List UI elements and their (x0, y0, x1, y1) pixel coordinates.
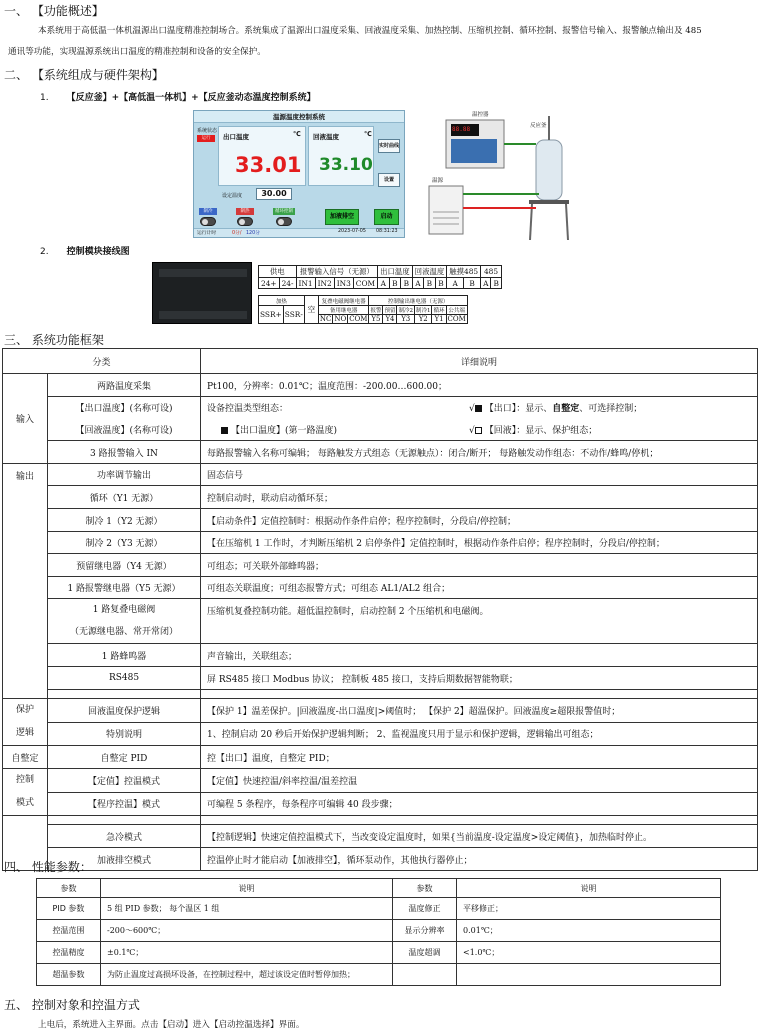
overview-line-2: 通讯等功能，实现温源系统出口温度的精准控制和设备的安全保护。 (8, 47, 266, 57)
hmi-toggle1-switch[interactable] (200, 217, 216, 226)
framework-table (2, 348, 758, 871)
wiring-out-name: 循环 (432, 306, 446, 315)
wiring-hdr-return-temp: 回液温度 (412, 266, 447, 278)
fw-row-detail: Pt100，分辨率：0.01℃；温度范围：-200.00…600.00； (201, 374, 758, 397)
wiring-pin: B (491, 278, 501, 289)
controller-screen (451, 139, 497, 163)
fw-group-type-label: 设备控温类型组态： (207, 404, 289, 415)
module-terminal-strip-bottom (159, 311, 247, 319)
fw-row-label: 特别说明 (48, 722, 201, 746)
wiring-pin: A (481, 278, 491, 289)
overview-line-1: 本系统用于高低温一体机温源出口温度精准控制场合。系统集成了温源出口温度采集、回液温度采集、加热控制、压缩机控制、循环控制、报警信号输入、报警触点输出及 485 (38, 26, 702, 36)
wiring-hdr-power: 供电 (259, 266, 297, 278)
hmi-setpoint-input[interactable]: 30.00 (256, 188, 292, 200)
section-3-title: 三、 系统功能框架 (4, 333, 104, 347)
fw-row-label: 【程序控温】模式 (48, 792, 201, 816)
section-2-title: 二、 【系统组成与硬件架构】 (4, 68, 164, 82)
wiring-relay-pin: NC (319, 315, 332, 323)
fw-spacer-detail (201, 816, 758, 825)
pf-value: 平移修正； (457, 898, 721, 920)
reactor-frame (529, 200, 569, 204)
hmi-status-bar (194, 228, 404, 237)
subsection-2-number: 2. (40, 247, 49, 257)
hmi-return-label: 回液温度 (313, 133, 339, 141)
fw-row-label: 1 路蜂鸣器 (48, 644, 201, 667)
fw-row-label: 两路温度采集 (48, 374, 201, 397)
hmi-outlet-box (218, 126, 306, 186)
hmi-timer-label: 运行计时 (197, 231, 217, 236)
fw-valve-line1: 1 路复叠电磁阀 (92, 605, 156, 615)
wiring-pin: A (412, 278, 423, 289)
fw-row-detail: 控制启动时，联动启动循环泵； (201, 486, 758, 509)
subsection-1-label: 【反应釜】+【高低温一体机】+【反应釜动态温度控制系统】 (66, 93, 316, 103)
fw-row-label: 预留继电器（Y4 无源） (48, 554, 201, 577)
fw-empty-group (3, 825, 48, 848)
wiring-pin: IN3 (334, 278, 353, 289)
section-1-title: 一、 【功能概述】 (4, 4, 104, 18)
startup-line: 上电后，系统进入主界面。点击【启动】进入【启动控温选择】界面。 (38, 1020, 305, 1030)
fw-header-category: 分类 (3, 349, 201, 374)
pf-value: 5 组 PID 参数； 每个温区 1 组 (101, 898, 393, 920)
hmi-status-badge: 运行 (197, 135, 215, 142)
photo-source-label: 温源 (432, 178, 444, 184)
hmi-status-label: 系统状态 (197, 128, 218, 134)
hmi-time: 08:31:23 (376, 229, 398, 234)
hmi-title: 温源温度控制系统 (194, 111, 404, 123)
wiring-pin: IN1 (296, 278, 315, 289)
wiring-out-name: 报警 (369, 306, 383, 315)
fw-row-detail: 每路报警输入名称可编辑； 每路触发方式组态（无源触点）：闭合/断开； 每路触发动作组态：不动作/蜂鸣/停机； (201, 441, 758, 464)
pf-key: PID 参数 (37, 898, 101, 920)
wiring-heat-label: 加热 (259, 296, 305, 306)
wiring-pin: A (378, 278, 389, 289)
fw-row-detail-group (201, 397, 758, 419)
fw-protect-line2: 逻辑 (15, 728, 34, 738)
fw-row-detail: 【定值】快速控温/斜率控温/温差控温 (201, 769, 758, 793)
wiring-relay-title: 复叠电磁阀继电器 (318, 296, 369, 306)
fw-row-label: 【定值】控温模式 (48, 769, 201, 793)
pf-key: 控温精度 (37, 942, 101, 964)
wiring-output-title: 控制输出继电器（无源） (369, 296, 467, 306)
hmi-setpoint-label: 设定温度 (222, 193, 243, 199)
hmi-return-box (308, 126, 374, 186)
fw-row-label: 【回液温度】(名称可设) (48, 419, 201, 441)
fw-row-label: 1 路报警继电器（Y5 无源） (48, 577, 201, 599)
wiring-relay-sub: 备用继电器 (318, 306, 369, 315)
empty-checkbox-icon (475, 427, 482, 434)
wiring-out-name: 预留 (383, 306, 397, 315)
system-photo (424, 108, 584, 246)
fw-row-label: 3 路报警输入 IN (48, 441, 201, 464)
wiring-hdr-485: 485 (481, 266, 502, 278)
check-return-text: 【回液】：显示、保护组态； (484, 425, 598, 436)
check-mark: √ (469, 425, 475, 436)
wiring-pin: B (401, 278, 413, 289)
wiring-out-pin: Y2 (414, 315, 432, 324)
hmi-date: 2023-07-05 (338, 229, 366, 234)
fw-row-detail: 压缩机复叠控制功能。超低温控制时，启动控制 2 个压缩机和电磁阀。 (201, 599, 758, 644)
pf-key: 显示分辨率 (393, 920, 457, 942)
subsection-2-label: 控制模块接线图 (66, 247, 130, 257)
wiring-pin: B (435, 278, 447, 289)
reactor-vessel (536, 140, 562, 200)
pf-value (457, 964, 721, 986)
fw-valve-line2: （无源继电器、常开常闭） (69, 627, 178, 637)
fw-row-label: 【出口温度】(名称可设) (48, 397, 201, 419)
wiring-out-pin: Y5 (369, 315, 383, 324)
fw-header-detail: 详细说明 (201, 349, 758, 374)
fw-row-label-valve (48, 599, 201, 644)
subsection-1 (40, 90, 316, 103)
pf-key: 超温参数 (37, 964, 101, 986)
fw-row-label: 制冷 2（Y3 无源） (48, 532, 201, 554)
photo-controller-label: 温控器 (472, 112, 489, 118)
subsection-1-number: 1. (40, 93, 49, 103)
filled-checkbox-icon (475, 405, 482, 412)
fw-group-protect (3, 699, 48, 746)
fw-row-detail: 1、控制启动 20 秒后开始保护逻辑判断； 2、监视温度只用于显示和保护逻辑，逻辑输出可组态； (201, 722, 758, 746)
pf-value: 0.01℃； (457, 920, 721, 942)
hmi-return-unit: ℃ (364, 130, 372, 138)
wiring-table-bottom (258, 295, 468, 324)
control-module-photo (152, 262, 252, 324)
wiring-relay-pin: COM (349, 315, 368, 323)
fw-control-line2: 模式 (15, 798, 34, 808)
wiring-pin: 24+ (259, 278, 280, 289)
wiring-ssr-plus: SSR+ (259, 306, 284, 324)
check-outlet-bold: 自整定 (552, 404, 580, 415)
fw-row-detail: 【启动条件】定值控制时：根据动作条件启停；程序控制时，分段启/停控制； (201, 509, 758, 532)
wiring-table-top (258, 265, 502, 289)
wiring-out-pin: Y1 (432, 315, 446, 324)
wiring-pin: B (389, 278, 401, 289)
hmi-outlet-label: 出口温度 (223, 133, 249, 141)
wiring-hdr-alarm-input: 报警输入信号（无源） (296, 266, 378, 278)
fw-group-input: 输入 (3, 374, 48, 464)
check-outlet-tail: 、可选择控制； (579, 404, 643, 415)
check-mark: √ (469, 404, 475, 415)
photo-reactor-label: 反应釜 (530, 123, 547, 129)
pf-value: ±0.1℃； (101, 942, 393, 964)
fw-group-control (3, 769, 48, 816)
pf-header: 参数 (37, 879, 101, 898)
fw-row-detail: 声音输出，关联组态； (201, 644, 758, 667)
hmi-outlet-value: 33.01 (235, 153, 302, 177)
fw-group-outlet: 【出口温度】(第一路温度) (231, 425, 338, 436)
pf-value: <1.0℃； (457, 942, 721, 964)
wiring-out-pin: Y4 (383, 315, 397, 324)
section-4-title: 四、 性能参数： (4, 860, 92, 874)
fw-control-line1: 控制 (15, 775, 34, 785)
fw-row-detail: 【保护 1】温差保护。|回液温度-出口温度|>阈值时； 【保护 2】超温保护。回液温度≥超限报警值时； (201, 699, 758, 723)
hmi-screen (193, 110, 405, 238)
hmi-return-value: 33.10 (319, 155, 373, 175)
wiring-out-name: 制冷2 (397, 306, 415, 315)
pf-header: 说明 (457, 879, 721, 898)
check-outlet-text: 【出口】：显示、 (484, 404, 553, 415)
pf-value: 为防止温度过高损坏设备，在控制过程中，超过该设定值时暂停加热； (101, 964, 393, 986)
fw-row-detail: 控温停止时才能启动【加液排空】，循环泵动作，其他执行器停止； (201, 848, 758, 871)
hmi-start-button[interactable]: 启动 (374, 209, 399, 225)
fw-group-output: 输出 (3, 464, 48, 699)
hmi-timer-value: 0分/ (232, 231, 242, 236)
pf-value: -200～600℃； (101, 920, 393, 942)
wiring-out-name: 公共端 (446, 306, 467, 315)
filled-square-icon (221, 427, 228, 434)
fw-row-label: 功率调节输出 (48, 464, 201, 486)
fw-row-label: 回液温度保护逻辑 (48, 699, 201, 723)
fw-row-detail: 可编程 5 条程序，每条程序可编辑 40 段步骤； (201, 792, 758, 816)
module-terminal-strip-top (159, 269, 247, 277)
fw-row-label: RS485 (48, 667, 201, 690)
pf-key: 温度超调 (393, 942, 457, 964)
fw-spacer-group (3, 816, 48, 825)
fw-row-label: 加液排空模式 (48, 848, 201, 871)
wiring-hdr-touch485: 触摸485 (447, 266, 481, 278)
hmi-toggle3-switch[interactable] (276, 217, 292, 226)
hmi-curve-button[interactable]: 实时曲线 (378, 139, 400, 153)
pf-header: 说明 (101, 879, 393, 898)
hmi-timer-total: 120分 (246, 231, 260, 236)
wiring-relay-pin: NO (334, 315, 347, 323)
pf-key: 控温范围 (37, 920, 101, 942)
fw-row-detail: 可组态；可关联外部蜂鸣器； (201, 554, 758, 577)
fw-check-return (469, 423, 597, 436)
wiring-out-name: 制冷1 (414, 306, 432, 315)
fw-protect-line1: 保护 (15, 705, 34, 715)
section-5-title: 五、 控制对象和控温方式 (4, 998, 140, 1012)
wiring-pin: B (464, 278, 481, 289)
photo-controller-display: 88.88 (452, 126, 471, 133)
hmi-toggle3-label: 循环控制 (275, 209, 293, 214)
fw-check-outlet (469, 401, 642, 414)
hmi-toggle2-label: 制热 (236, 208, 254, 215)
hmi-toggle2-switch[interactable] (237, 217, 253, 226)
performance-table (36, 878, 721, 986)
wiring-empty: 空 (304, 296, 318, 324)
fw-row-detail: 控【出口】温度，自整定 PID； (201, 746, 758, 769)
fw-row-label: 自整定 PID (48, 746, 201, 769)
fw-row-detail: 可组态关联温度；可组态报警方式；可组态 AL1/AL2 组合； (201, 577, 758, 599)
reactor-leg-right (566, 204, 568, 240)
wiring-pin: B (424, 278, 436, 289)
pf-header: 参数 (393, 879, 457, 898)
fw-group-tune: 自整定 (3, 746, 48, 769)
fw-row-label: 急冷模式 (48, 825, 201, 848)
fw-row-detail: 固态信号 (201, 464, 758, 486)
pf-key: 温度修正 (393, 898, 457, 920)
wiring-out-pin: COM (447, 315, 466, 323)
fw-row-detail: 屏 RS485 接口 Modbus 协议； 控制板 485 接口，支持后期数据智能物联； (201, 667, 758, 690)
fw-spacer-label (48, 690, 201, 699)
wiring-out-pin: Y3 (397, 315, 415, 324)
reactor-leg-left (530, 204, 532, 240)
wiring-ssr-minus: SSR- (283, 306, 304, 324)
fw-row-detail: 【在压缩机 1 工作时，才判断压缩机 2 启停条件】定值控制时，根据动作条件启停；程序控制时，分段启/停控制； (201, 532, 758, 554)
fw-row-detail-group-2 (201, 419, 758, 441)
fw-row-detail: 【控制逻辑】快速定值控温模式下，当改变设定温度时，如果{当前温度-设定温度>设定阈值}，加热临时停止。 (201, 825, 758, 848)
hmi-fill-drain-button[interactable]: 加液排空 (325, 209, 359, 225)
fw-spacer-label (48, 816, 201, 825)
wiring-hdr-outlet-temp: 出口温度 (378, 266, 413, 278)
wiring-pin: IN2 (315, 278, 334, 289)
hmi-toggle1-label: 制冷 (199, 208, 217, 215)
temp-source-unit (429, 186, 463, 234)
fw-spacer-detail (201, 690, 758, 699)
hmi-outlet-unit: ℃ (293, 130, 301, 138)
pf-key (393, 964, 457, 986)
wiring-pin: A (447, 278, 464, 289)
wiring-pin: 24- (279, 278, 296, 289)
wiring-pin: COM (353, 278, 377, 289)
hmi-settings-button[interactable]: 设置 (378, 173, 400, 187)
subsection-2 (40, 244, 130, 257)
fw-row-label: 制冷 1（Y2 无源） (48, 509, 201, 532)
fw-row-label: 循环（Y1 无源） (48, 486, 201, 509)
